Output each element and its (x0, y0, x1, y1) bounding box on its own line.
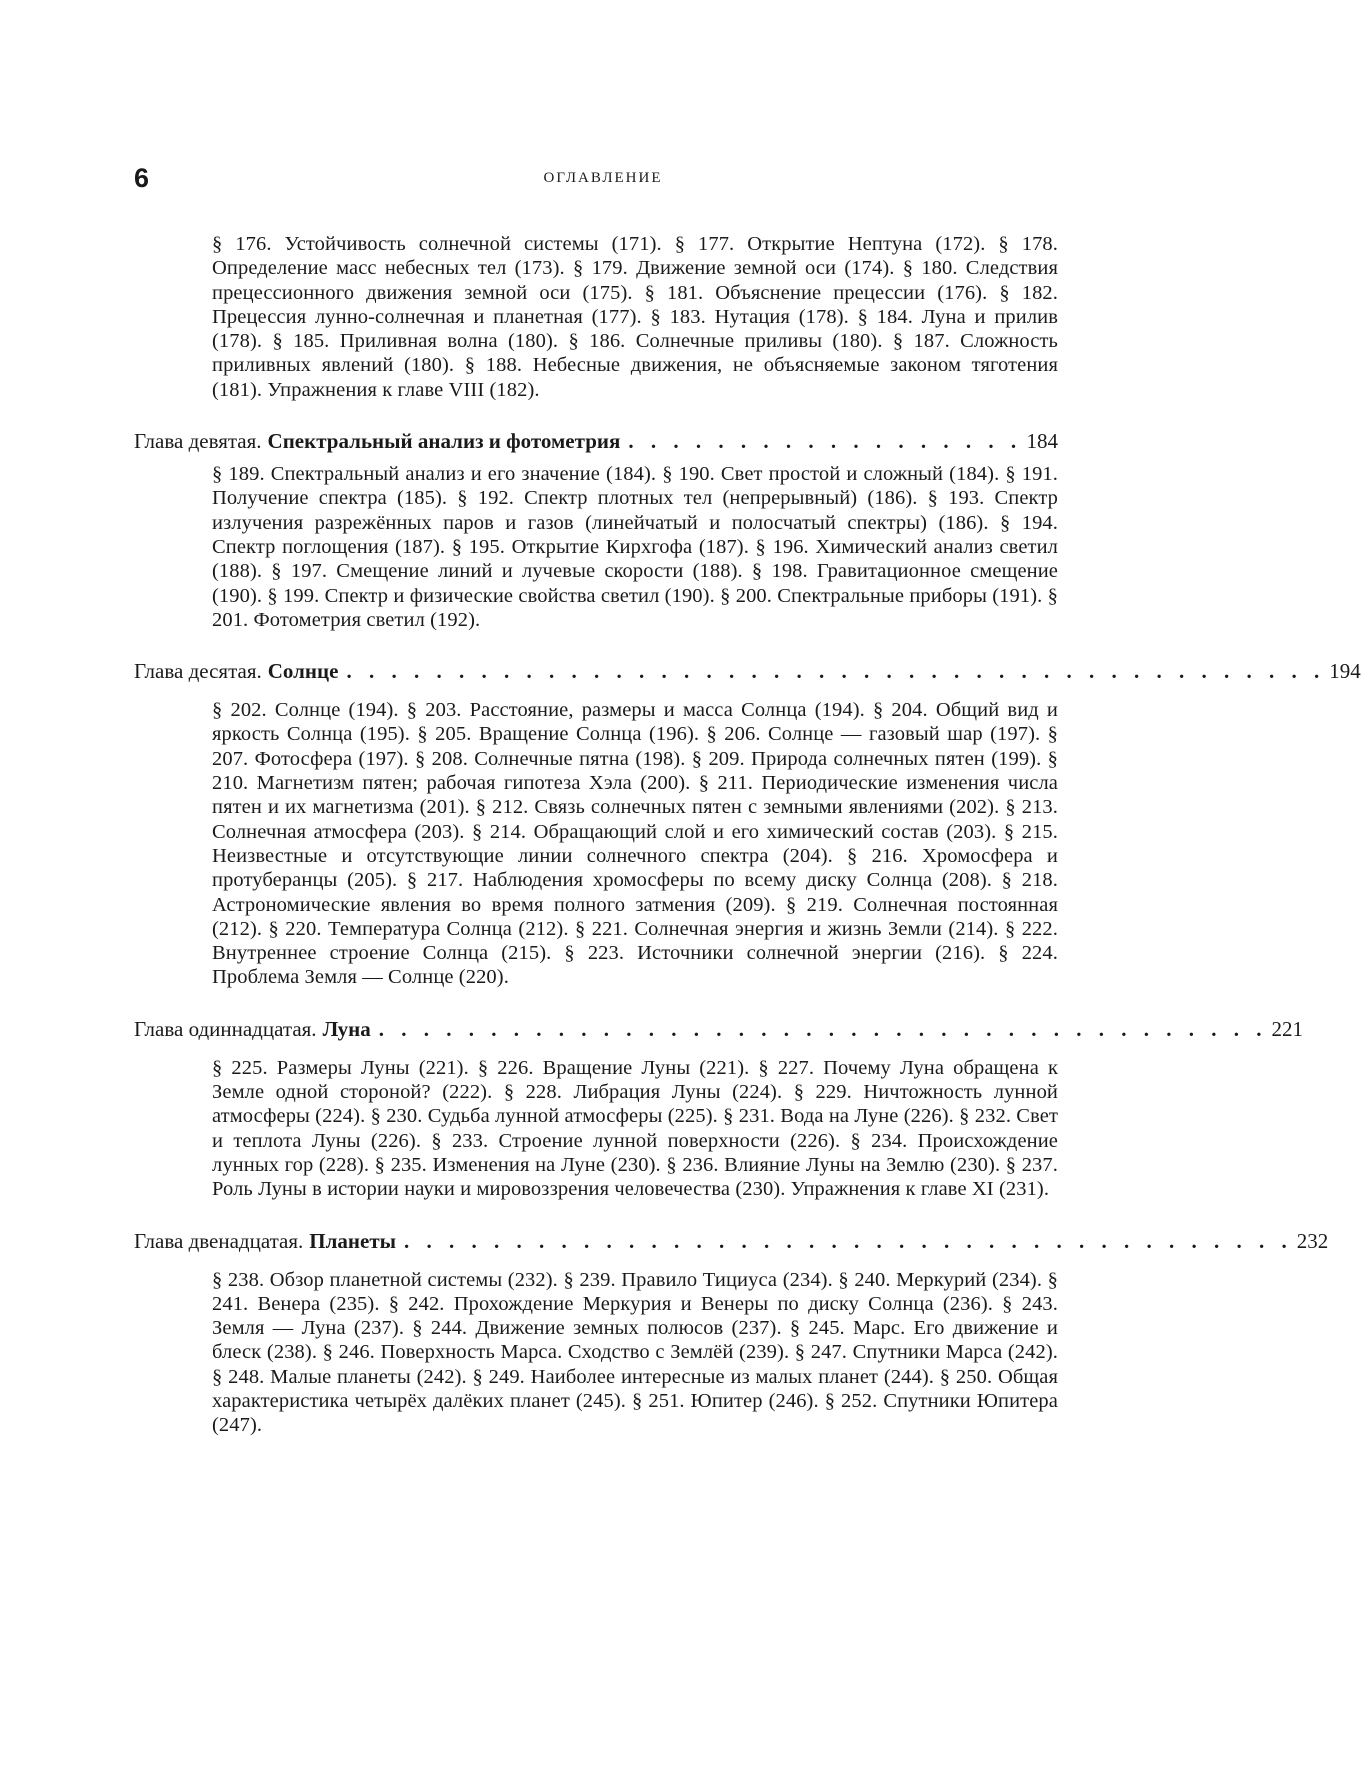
chapter-heading (134, 1228, 1329, 1254)
chapter-label: Глава десятая. (134, 659, 262, 684)
dot-leader: . . . . . . . . . . . . . . . . . . . . . . . . . . . . . . . . . . . . . . . . (404, 1228, 1293, 1253)
chapter-page-number: 221 (1271, 1016, 1304, 1041)
table-of-contents (134, 232, 1361, 1438)
toc-chapter-10 (134, 658, 1361, 990)
toc-chapter-9 (134, 428, 1072, 632)
chapter-page-number: 184 (1026, 429, 1058, 454)
dot-leader: . . . . . . . . . . . . . . . . . . . . . . . . . . . . . . . . . . . . . . . . . . . . (346, 659, 1326, 684)
section-list: § 189. Спектральный анализ и его значение (184). § 190. Свет простой и сложный (184). § 191. Получение спектра (185). § 192. Спектр плотных тел (непрерывный) (186). § 193. Спектр излучения разрежённых паров и газов (линейчатый и полосчатый спектры) (186). § 194. Спектр поглощения (187). § 195. Открытие Кирхгофа (187). § 196. Химический анализ светил (188). § 197. Смещение линий и лучевые скорости (188). § 198. Гравитационное смещение (190). § 199. Спектр и физические свойства светил (190). § 200. Спектральные приборы (191). § 201. Фотометрия светил (192). (212, 463, 1058, 631)
chapter-title: Луна (322, 1016, 371, 1041)
page-number: 6 (134, 163, 150, 193)
section-list: § 238. Обзор планетной системы (232). § 239. Правило Тициуса (234). § 240. Меркурий (234). § 241. Венера (235). § 242. Прохождение Меркурия и Венеры по диску Солнца (236). § 243. Земля — Луна (237). § 244. Движение земных полюсов (237). § 245. Марс. Его движение и блеск (238). § 246. Поверхность Марса. Сходство с Землёй (239). § 247. Спутники Марса (242). § 248. Малые планеты (242). § 249. Наиболее интересные из малых планет (244). § 250. Общая характеристика четырёх далёких планет (245). § 251. Юпитер (246). § 252. Спутники Юпитера (247). (212, 1268, 1058, 1437)
dot-leader: . . . . . . . . . . . . . . . . . . . . . . . . . . . . . . . . . . . . . . . . (378, 1016, 1268, 1041)
dot-leader: . . . . . . . . . . . . . . . . . . (628, 429, 1023, 454)
running-title: ОГЛАВЛЕНИЕ (543, 170, 663, 186)
chapter-label: Глава девятая. (134, 429, 262, 454)
chapter-page-number: 232 (1296, 1228, 1329, 1253)
section-list: § 202. Солнце (194). § 203. Расстояние, размеры и масса Солнца (194). § 204. Общий вид и яркость Солнца (195). § 205. Вращение Солнца (196). § 206. Солнце — газовый шар (197). § 207. Фотосфера (197). § 208. Солнечные пятна (198). § 209. Природа солнечных пятен (199). § 210. Магнетизм пятен; рабочая гипотеза Хэла (200). § 211. Периодические изменения числа пятен и их магнетизма (201). § 212. Связь солнечных пятен с земными явлениями (202). § 213. Солнечная атмосфера (203). § 214. Обращающий слой и его химический состав (203). § 215. Неизвестные и отсутствующие линии солнечного спектра (204). § 216. Хромосфера и протуберанцы (205). § 217. Наблюдения хромосферы по всему диску Солнца (208). § 218. Астрономические явления во время полного затмения (209). § 219. Солнечная постоянная (212). § 220. Температура Солнца (212). § 221. Солнечная энергия и жизнь Земли (214). § 222. Внутреннее строение Солнца (215). § 223. Источники солнечной энергии (216). § 224. Проблема Земля — Солнце (220). (212, 699, 1058, 989)
chapter-label: Глава двенадцатая. (134, 1228, 304, 1253)
chapter-heading (134, 428, 1058, 454)
chapter-heading (134, 658, 1361, 684)
chapter-page-number: 194 (1329, 659, 1361, 684)
chapter-label: Глава одиннадцатая. (134, 1016, 317, 1041)
section-list-chapter-8-continued: § 176. Устойчивость солнечной системы (171). § 177. Открытие Нептуна (172). § 178. Определение масс небесных тел (173). § 179. Движение земной оси (174). § 180. Следствия прецессионного движения земной оси (175). § 181. Объяснение прецессии (176). § 182. Прецессия лунно-солнечная и планетная (177). § 183. Нутация (178). § 184. Луна и прилив (178). § 185. Приливная волна (180). § 186. Солнечные приливы (180). § 187. Сложность приливных явлений (180). § 188. Небесные движения, не объясняемые законом тяготения (181). Упражнения к главе VIII (182). (212, 233, 1058, 401)
chapter-title: Планеты (309, 1228, 397, 1253)
toc-chapter-12 (134, 1228, 1329, 1438)
page-header (134, 163, 1072, 197)
section-list: § 225. Размеры Луны (221). § 226. Вращение Луны (221). § 227. Почему Луна обращена к Земле одной стороной? (222). § 228. Либрация Луны (224). § 229. Ничтожность лунной атмосферы (224). § 230. Судьба лунной атмосферы (225). § 231. Вода на Луне (226). § 232. Свет и теплота Луны (226). § 233. Строение лунной поверхности (226). § 234. Происхождение лунных гор (228). § 235. Изменения на Луне (230). § 236. Влияние Луны на Землю (230). § 237. Роль Луны в истории науки и мировоззрения человечества (230). Упражнения к главе XI (231). (212, 1056, 1058, 1201)
chapter-title: Солнце (267, 659, 339, 684)
chapter-heading (134, 1016, 1304, 1042)
chapter-title: Спектральный анализ и фотометрия (267, 429, 621, 454)
toc-chapter-11 (134, 1016, 1304, 1202)
